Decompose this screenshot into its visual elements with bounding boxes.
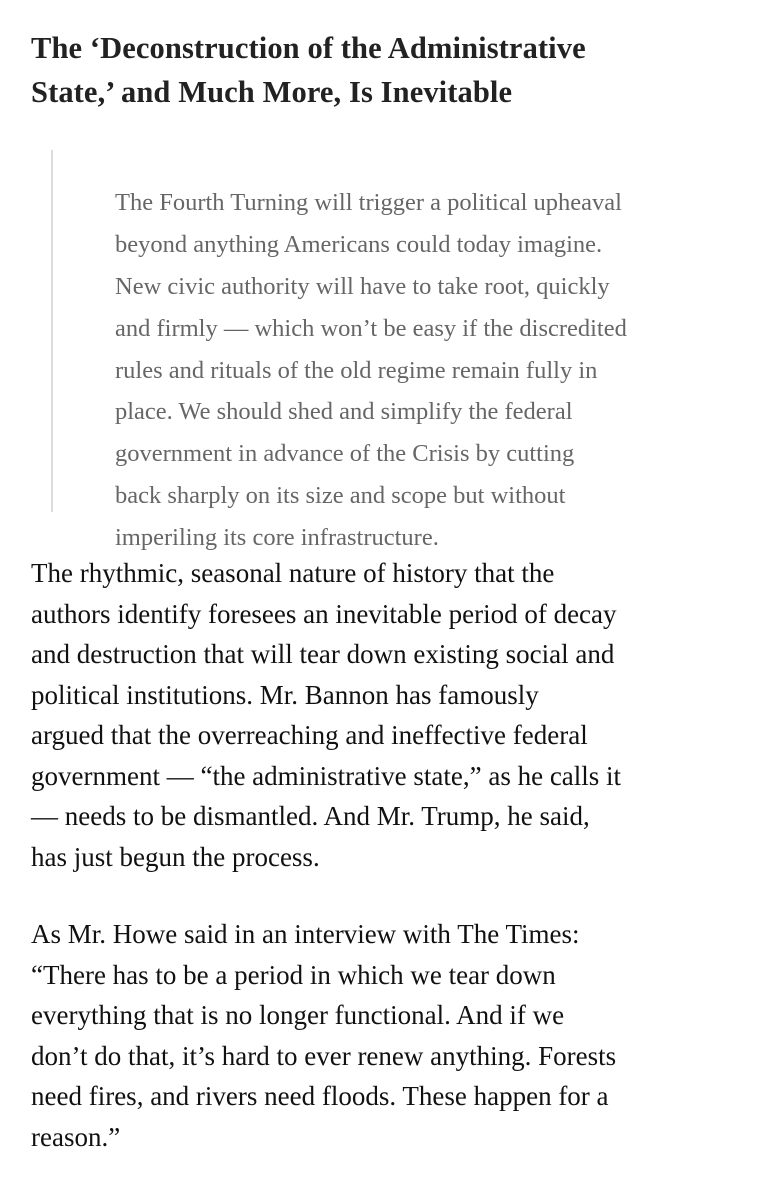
body-paragraph-1: The rhythmic, seasonal nature of history that the authors identify foresees an inevitable period of decay and destruction that will tear down existing social and political institutions. Mr. Bannon has famously argued that the overreaching and ineffective federal government — “the administrative state,” as he calls it — needs to be dismantled. And Mr. Trump, he said, has just begun the process. xyxy=(31,558,622,872)
article-headline: The ‘Deconstruction of the Administrative State,’ and Much More, Is Inevitable xyxy=(31,31,586,109)
pull-quote-text: The Fourth Turning will trigger a political upheaval beyond anything Americans could today imagine. New civic authority will have to take root, quickly and firmly — which won’t be easy if the discredited rules and rituals of the old regime remain fully in place. We should shed and simplify the federal government in advance of the Crisis by cutting back sharply on its size and scope but without imperiling its core infrastructure. xyxy=(115,188,627,552)
body-paragraph-2: As Mr. Howe said in an interview with The Times: “There has to be a period in which we tear down everything that is no longer functional. And if we don’t do that, it’s hard to ever renew anything. Forests need fires, and rivers need floods. These happen for a reason.” xyxy=(31,919,617,1152)
article xyxy=(31,26,751,1157)
pull-quote xyxy=(51,150,751,552)
